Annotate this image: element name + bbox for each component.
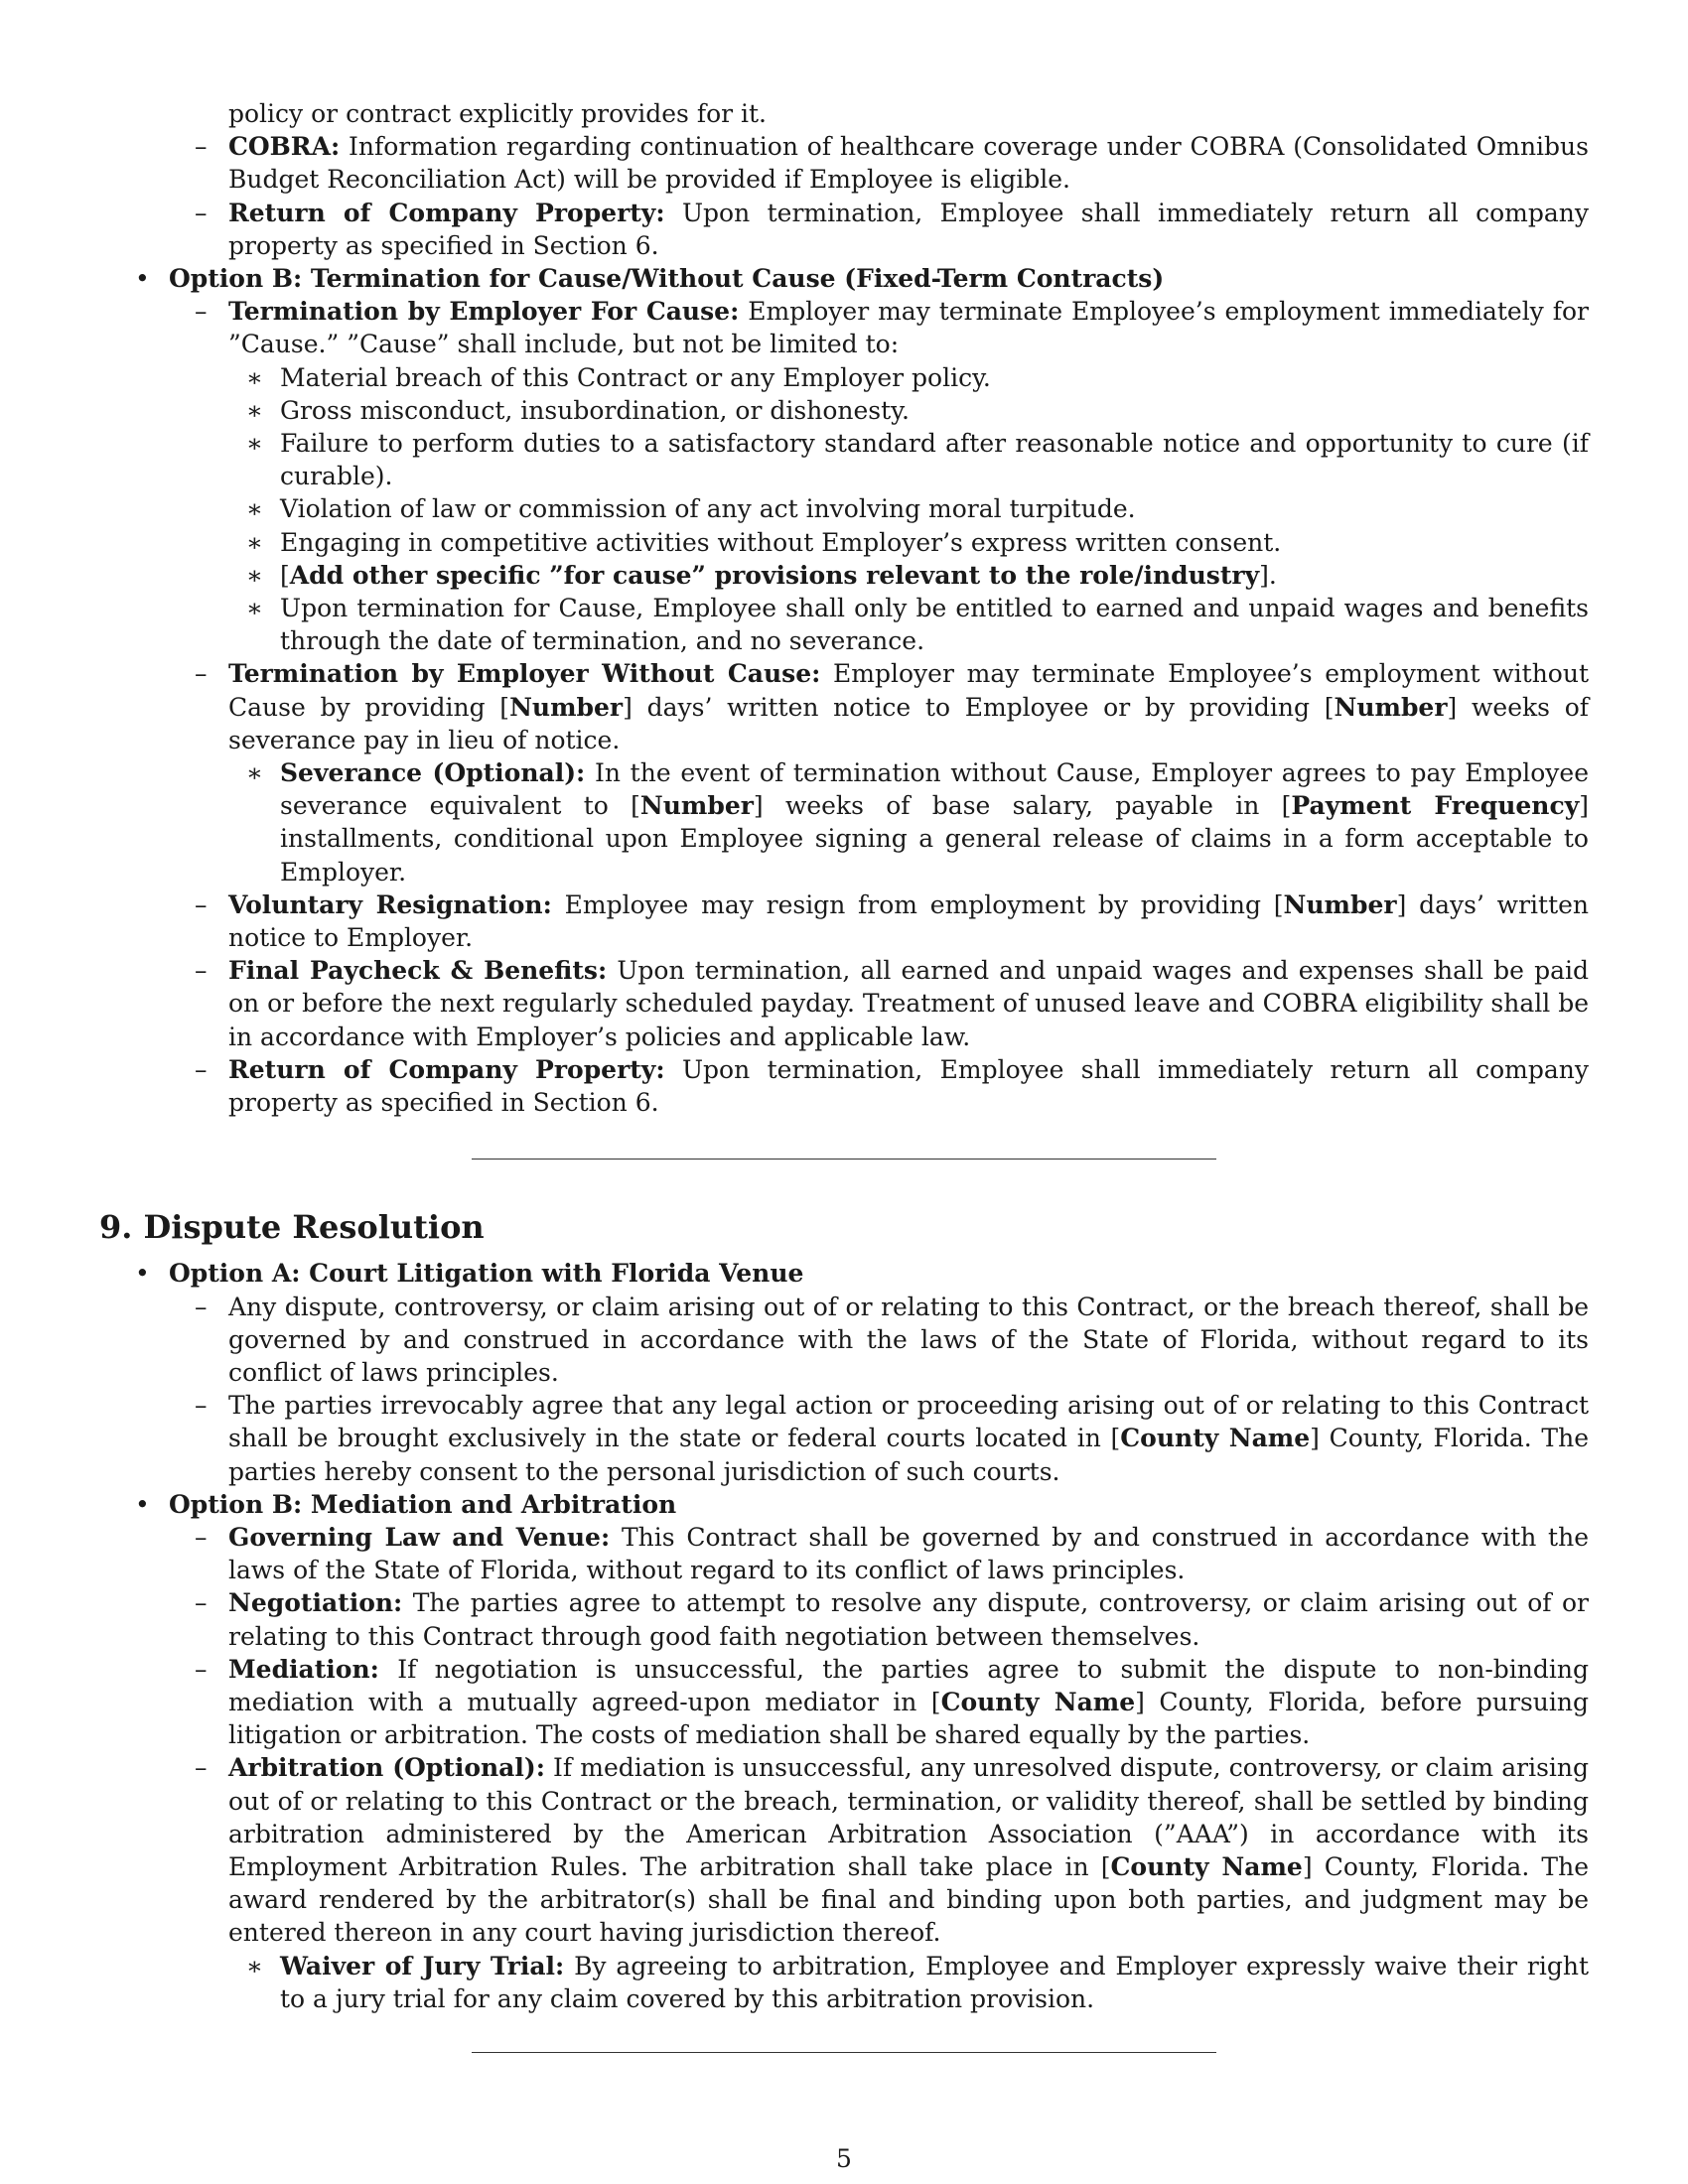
star-marker: ∗: [246, 395, 263, 425]
cause-text: Failure to perform duties to a satisfactory standard after reasonable notice and opportunity to cure (if curable).: [280, 429, 1589, 491]
return-property-item: [99, 1053, 1589, 1119]
placeholder-text: Number: [1283, 889, 1397, 919]
final-paycheck-label: Final Paycheck & Benefits:: [228, 956, 608, 986]
return-property-item: [99, 197, 1589, 262]
star-marker: ∗: [246, 527, 263, 557]
resignation-label: Voluntary Resignation:: [228, 889, 552, 919]
dash-marker: –: [195, 1292, 208, 1321]
bracket-open: [: [280, 560, 290, 590]
arbitration-text: If mediation is unsuccessful, any unresolved dispute, controversy, or claim arising out of or relating to this Contract or the breach, termination, or validity thereof, shall be settled by binding arbitration administered by the American Arbitration Association (”AAA”) in accordance with its Employment Arbitration Rules. The arbitration shall take place in [: [228, 1753, 1589, 1881]
severance-text: ] weeks of base salary, payable in [: [753, 791, 1292, 821]
final-paycheck-item: [99, 954, 1589, 1053]
bracket-close: ].: [1259, 560, 1277, 590]
option-b-arbitration-heading: [99, 1488, 1589, 1521]
section-divider: [472, 1159, 1216, 1160]
dash-marker: –: [195, 1054, 208, 1084]
page-number: 5: [836, 2144, 852, 2173]
litigation-item: [99, 1291, 1589, 1390]
section-heading: 9. Dispute Resolution: [99, 1208, 485, 1247]
dash-marker: –: [195, 659, 208, 689]
bullet-marker: •: [135, 1259, 150, 1289]
return-property-label: Return of Company Property:: [228, 198, 665, 227]
cause-text: Upon termination for Cause, Employee shall only be entitled to earned and unpaid wages and benefits through the date of termination, and no severance.: [280, 594, 1589, 656]
cause-text: Gross misconduct, insubordination, or dishonesty.: [280, 395, 910, 425]
section-divider: [472, 2052, 1216, 2053]
final-paycheck-text: Upon termination, all earned and unpaid wages and expenses shall be paid on or before the next regularly scheduled payday. Treatment of unused leave and COBRA eligibility shall be in accordance with Employer’s policies and applicable law.: [228, 956, 1589, 1051]
litigation-text: Any dispute, controversy, or claim arising out of or relating to this Contract, or the breach thereof, shall be governed by and construed in accordance with the laws of the State of Florida, without regard to its conflict of laws principles.: [228, 1292, 1589, 1387]
negotiation-label: Negotiation:: [228, 1588, 403, 1618]
placeholder-text: Payment Frequency: [1291, 791, 1580, 821]
negotiation-item: [99, 1586, 1589, 1652]
dash-marker: –: [195, 1588, 208, 1618]
star-marker: ∗: [246, 560, 263, 590]
governing-law-item: [99, 1521, 1589, 1586]
option-a-title: Option A: Court Litigation with Florida Venue: [169, 1259, 804, 1289]
arbitration-item: [99, 1751, 1589, 1949]
placeholder-text: County Name: [1110, 1851, 1303, 1881]
without-cause-item: [99, 657, 1589, 756]
cobra-label: COBRA:: [228, 132, 341, 162]
cause-text: Material breach of this Contract or any Employer policy.: [280, 362, 991, 392]
dash-marker: –: [195, 1753, 208, 1783]
document-body: [99, 97, 1589, 2053]
option-a-heading: [99, 1257, 1589, 1290]
dash-marker: –: [195, 198, 208, 227]
venue-text: The parties irrevocably agree that any legal action or proceeding arising out of or relating to this Contract shall be brought exclusively in the state or federal courts located in [: [228, 1391, 1589, 1453]
for-cause-item: [99, 295, 1589, 360]
bullet-marker: •: [135, 1489, 150, 1519]
return-property-text: Upon termination, Employee shall immediately return all company property as specified in Section 6.: [228, 1054, 1589, 1118]
dash-marker: –: [195, 297, 208, 327]
arbitration-label: Arbitration (Optional):: [228, 1753, 545, 1783]
severance-text: ] installments, conditional upon Employee signing a general release of claims in a form acceptable to Employer.: [280, 791, 1589, 887]
mediation-text: If negotiation is unsuccessful, the parties agree to submit the dispute to non-binding mediation with a mutually agreed-upon mediator in [: [228, 1654, 1589, 1716]
star-marker: ∗: [246, 1951, 263, 1980]
return-property-text: Upon termination, Employee shall immediately return all company property as specified in Section 6.: [228, 198, 1589, 260]
mediation-item: [99, 1653, 1589, 1752]
cobra-item: [99, 130, 1589, 196]
option-b-arbitration-title: Option B: Mediation and Arbitration: [169, 1489, 677, 1519]
placeholder-text: Number: [1334, 692, 1448, 722]
without-cause-text: Employer may terminate Employee’s employment without Cause by providing [: [228, 659, 1590, 722]
placeholder-text: Add other specific ”for cause” provisions relevant to the role/industry: [289, 560, 1260, 590]
star-marker: ∗: [246, 594, 263, 623]
cause-list-item: [99, 361, 1589, 394]
cause-text: Engaging in competitive activities without Employer’s express written consent.: [280, 527, 1282, 557]
cause-list-item: [99, 526, 1589, 559]
star-marker: ∗: [246, 362, 263, 392]
cause-list-item: [99, 492, 1589, 525]
cobra-text: Information regarding continuation of healthcare coverage under COBRA (Consolidated Omnibus Budget Reconciliation Act) will be provided if Employee is eligible.: [228, 132, 1589, 195]
continuation-text: policy or contract explicitly provides for it.: [228, 99, 768, 128]
cause-list-item-placeholder: [99, 559, 1589, 592]
star-marker: ∗: [246, 429, 263, 459]
jury-waiver-label: Waiver of Jury Trial:: [280, 1951, 565, 1980]
placeholder-text: Number: [639, 791, 754, 821]
without-cause-text: ] weeks of severance pay in lieu of notice.: [228, 692, 1589, 754]
without-cause-label: Termination by Employer Without Cause:: [228, 659, 821, 689]
mediation-label: Mediation:: [228, 1654, 379, 1684]
cause-text: Violation of law or commission of any act involving moral turpitude.: [280, 494, 1136, 524]
jury-waiver-text: By agreeing to arbitration, Employee and Employer expressly waive their right to a jury trial for any claim covered by this arbitration provision.: [280, 1951, 1589, 2013]
venue-text: ] County, Florida. The parties hereby consent to the personal jurisdiction of such courts.: [228, 1424, 1589, 1486]
severance-item: [99, 756, 1589, 888]
placeholder-text: County Name: [1120, 1424, 1311, 1453]
return-property-label: Return of Company Property:: [228, 1054, 665, 1084]
dash-marker: –: [195, 889, 208, 919]
arbitration-text: ] County, Florida. The award rendered by the arbitrator(s) shall be final and binding upon both parties, and judgment may be entered thereon in any court having jurisdiction thereof.: [228, 1851, 1589, 1948]
dash-marker: –: [195, 132, 208, 162]
resignation-text: Employee may resign from employment by providing [: [564, 889, 1284, 919]
bullet-marker: •: [135, 264, 150, 294]
option-b-heading: [99, 262, 1589, 295]
governing-law-label: Governing Law and Venue:: [228, 1522, 611, 1552]
dash-marker: –: [195, 1391, 208, 1421]
star-marker: ∗: [246, 494, 263, 524]
severance-text: In the event of termination without Cause, Employer agrees to pay Employee severance equivalent to [: [280, 758, 1590, 821]
resignation-text: ] days’ written notice to Employer.: [228, 889, 1590, 953]
mediation-text: ] County, Florida, before pursuing litigation or arbitration. The costs of mediation shall be shared equally by the parties.: [228, 1687, 1589, 1750]
placeholder-text: County Name: [940, 1687, 1136, 1716]
governing-law-text: This Contract shall be governed by and construed in accordance with the laws of the State of Florida, without regard to its conflict of laws principles.: [228, 1522, 1590, 1585]
for-cause-label: Termination by Employer For Cause:: [228, 297, 740, 327]
cause-list-item: [99, 394, 1589, 427]
option-b-title: Option B: Termination for Cause/Without Cause (Fixed-Term Contracts): [169, 264, 1165, 294]
venue-item: [99, 1389, 1589, 1488]
cause-list-item: [99, 427, 1589, 492]
star-marker: ∗: [246, 758, 263, 788]
for-cause-text: Employer may terminate Employee’s employment immediately for ”Cause.” ”Cause” shall include, but not be limited to:: [228, 297, 1590, 359]
cause-list-item: [99, 592, 1589, 657]
severance-label: Severance (Optional):: [280, 758, 586, 788]
dash-marker: –: [195, 1522, 208, 1552]
resignation-item: [99, 888, 1589, 954]
negotiation-text: The parties agree to attempt to resolve any dispute, controversy, or claim arising out of or relating to this Contract through good faith negotiation between themselves.: [228, 1588, 1589, 1651]
jury-waiver-item: [99, 1950, 1589, 2015]
dash-marker: –: [195, 1654, 208, 1684]
without-cause-text: ] days’ written notice to Employee or by providing [: [623, 692, 1335, 722]
placeholder-text: Number: [509, 692, 624, 722]
dash-marker: –: [195, 956, 208, 986]
